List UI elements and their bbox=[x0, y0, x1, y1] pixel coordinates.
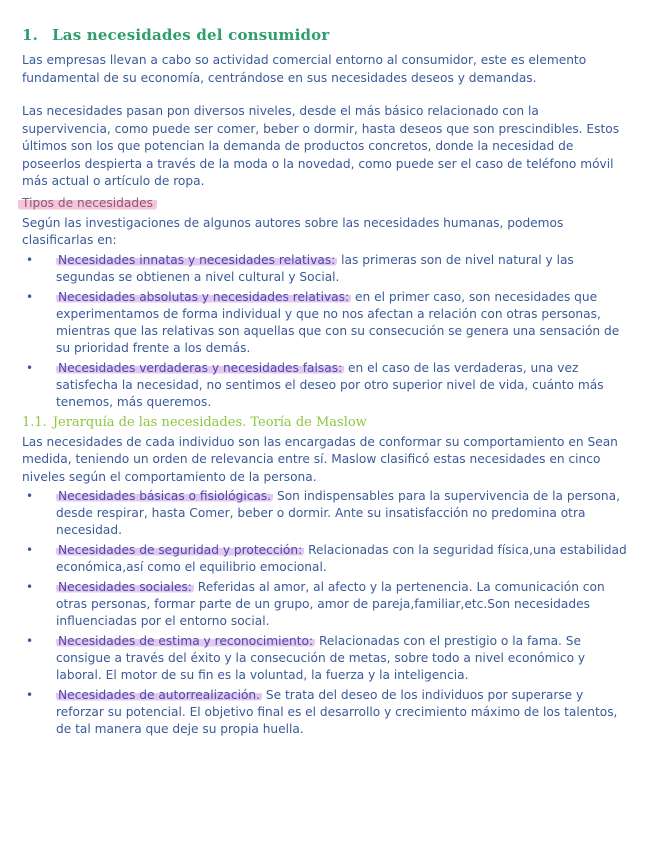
bullet-icon: • bbox=[26, 252, 34, 267]
subsection-number: 1.1. bbox=[22, 414, 47, 430]
levels-paragraph: Las necesidades pasan pon diversos niveles, desde el más básico relacionado con la supervivencia, como puede ser comer, beber o dormir, hasta deseos que son prescindibles. Estos últimos son los que potencian la demanda de productos concretos, donde la necesidad de poseerlos despierta a través de la moda o la novedad, como puede ser el caso de teléfono móvil más actual o artículo de ropa. bbox=[22, 104, 620, 188]
list-item bbox=[22, 633, 630, 684]
bullet-icon: • bbox=[26, 634, 34, 648]
highlight-term: Necesidades absolutas y necesidades relativas: bbox=[58, 289, 350, 304]
types-subtitle: Tipos de necesidades bbox=[18, 195, 157, 212]
bullet-icon: • bbox=[26, 688, 34, 702]
list-item bbox=[22, 252, 630, 286]
item-text: en el caso de las verdaderas, una vez satisfecha la necesidad, no sentimos el deseo por otro superior nivel de vida, cuánto más tenemos, más queremos. bbox=[56, 360, 604, 409]
subsection-heading bbox=[22, 415, 630, 430]
bullet-icon: • bbox=[26, 289, 34, 304]
subsection-title: Jerarquía de las necesidades. Teoría de Maslow bbox=[52, 414, 367, 430]
intro-paragraph: Las empresas llevan a cabo so actividad comercial entorno al consumidor, este es elemento fundamental de su economía, centrándose en sus necesidades deseos y demandas. bbox=[22, 53, 587, 85]
highlight-term: Necesidades de autorrealización. bbox=[58, 688, 261, 702]
bullet-icon: • bbox=[26, 580, 34, 594]
list-item bbox=[22, 687, 630, 738]
bullet-icon: • bbox=[26, 543, 34, 557]
highlight-term: Necesidades innatas y necesidades relativas: bbox=[58, 252, 336, 267]
types-intro: Según las investigaciones de algunos autores sobre las necesidades humanas, podemos clasificarlas en: bbox=[22, 215, 564, 247]
list-item bbox=[22, 542, 630, 576]
highlight-term: Necesidades sociales: bbox=[58, 580, 192, 594]
list-item bbox=[22, 360, 630, 411]
list-item bbox=[22, 579, 630, 630]
list-item bbox=[22, 289, 630, 357]
bullet-icon: • bbox=[26, 489, 34, 503]
item-text: en el primer caso, son necesidades que experimentamos de forma individual y que no nos afectan a relación con otras personas, mientras que las relativas son aquellas que con su consecución se genera una sensación de su prioridad frente a los demás. bbox=[56, 289, 620, 355]
highlight-term: Necesidades básicas o fisiológicas. bbox=[58, 489, 272, 503]
section-heading bbox=[22, 26, 630, 44]
item-text: las primeras son de nivel natural y las segundas se obtienen a nivel cultural y Social. bbox=[56, 252, 574, 284]
item-text: Relacionadas con la seguridad física,una estabilidad económica,así como el equilibrio emocional. bbox=[56, 543, 627, 574]
maslow-intro: Las necesidades de cada individuo son las encargadas de conformar su comportamiento en Sean medida, teniendo un orden de relevancia entre sí. Maslow clasificó estas necesidades en cinco niveles según el comportamiento de la persona. bbox=[22, 434, 618, 484]
section-number: 1. bbox=[22, 26, 39, 44]
maslow-list bbox=[22, 488, 630, 738]
list-item bbox=[22, 488, 630, 539]
item-text: Referidas al amor, al afecto y la pertenencia. La comunicación con otras personas, formar parte de un grupo, amor de pareja,familiar,etc.Son necesidades influenciadas por el entorno social. bbox=[56, 580, 605, 628]
item-text: Son indispensables para la supervivencia de la persona, desde respirar, hasta Comer, beber o dormir. Ante su insatisfacción no predomina otra necesidad. bbox=[56, 489, 621, 537]
bullet-icon: • bbox=[26, 360, 34, 375]
section-title: Las necesidades del consumidor bbox=[52, 26, 330, 44]
highlight-term: Necesidades de seguridad y protección: bbox=[58, 543, 303, 557]
item-text: Relacionadas con el prestigio o la fama. Se consigue a través del éxito y la consecución de metas, sobre todo a nivel económico y laboral. El motor de su fin es la voluntad, la fuerza y la inteligencia. bbox=[56, 634, 586, 682]
types-list bbox=[22, 252, 630, 411]
item-text: Se trata del deseo de los individuos por superarse y reforzar su potencial. El objetivo final es el desarrollo y crecimiento máximo de los talentos, de tal manera que deje su propia huella. bbox=[56, 688, 618, 736]
highlight-term: Necesidades de estima y reconocimiento: bbox=[58, 634, 314, 648]
highlight-term: Necesidades verdaderas y necesidades falsas: bbox=[58, 360, 343, 375]
